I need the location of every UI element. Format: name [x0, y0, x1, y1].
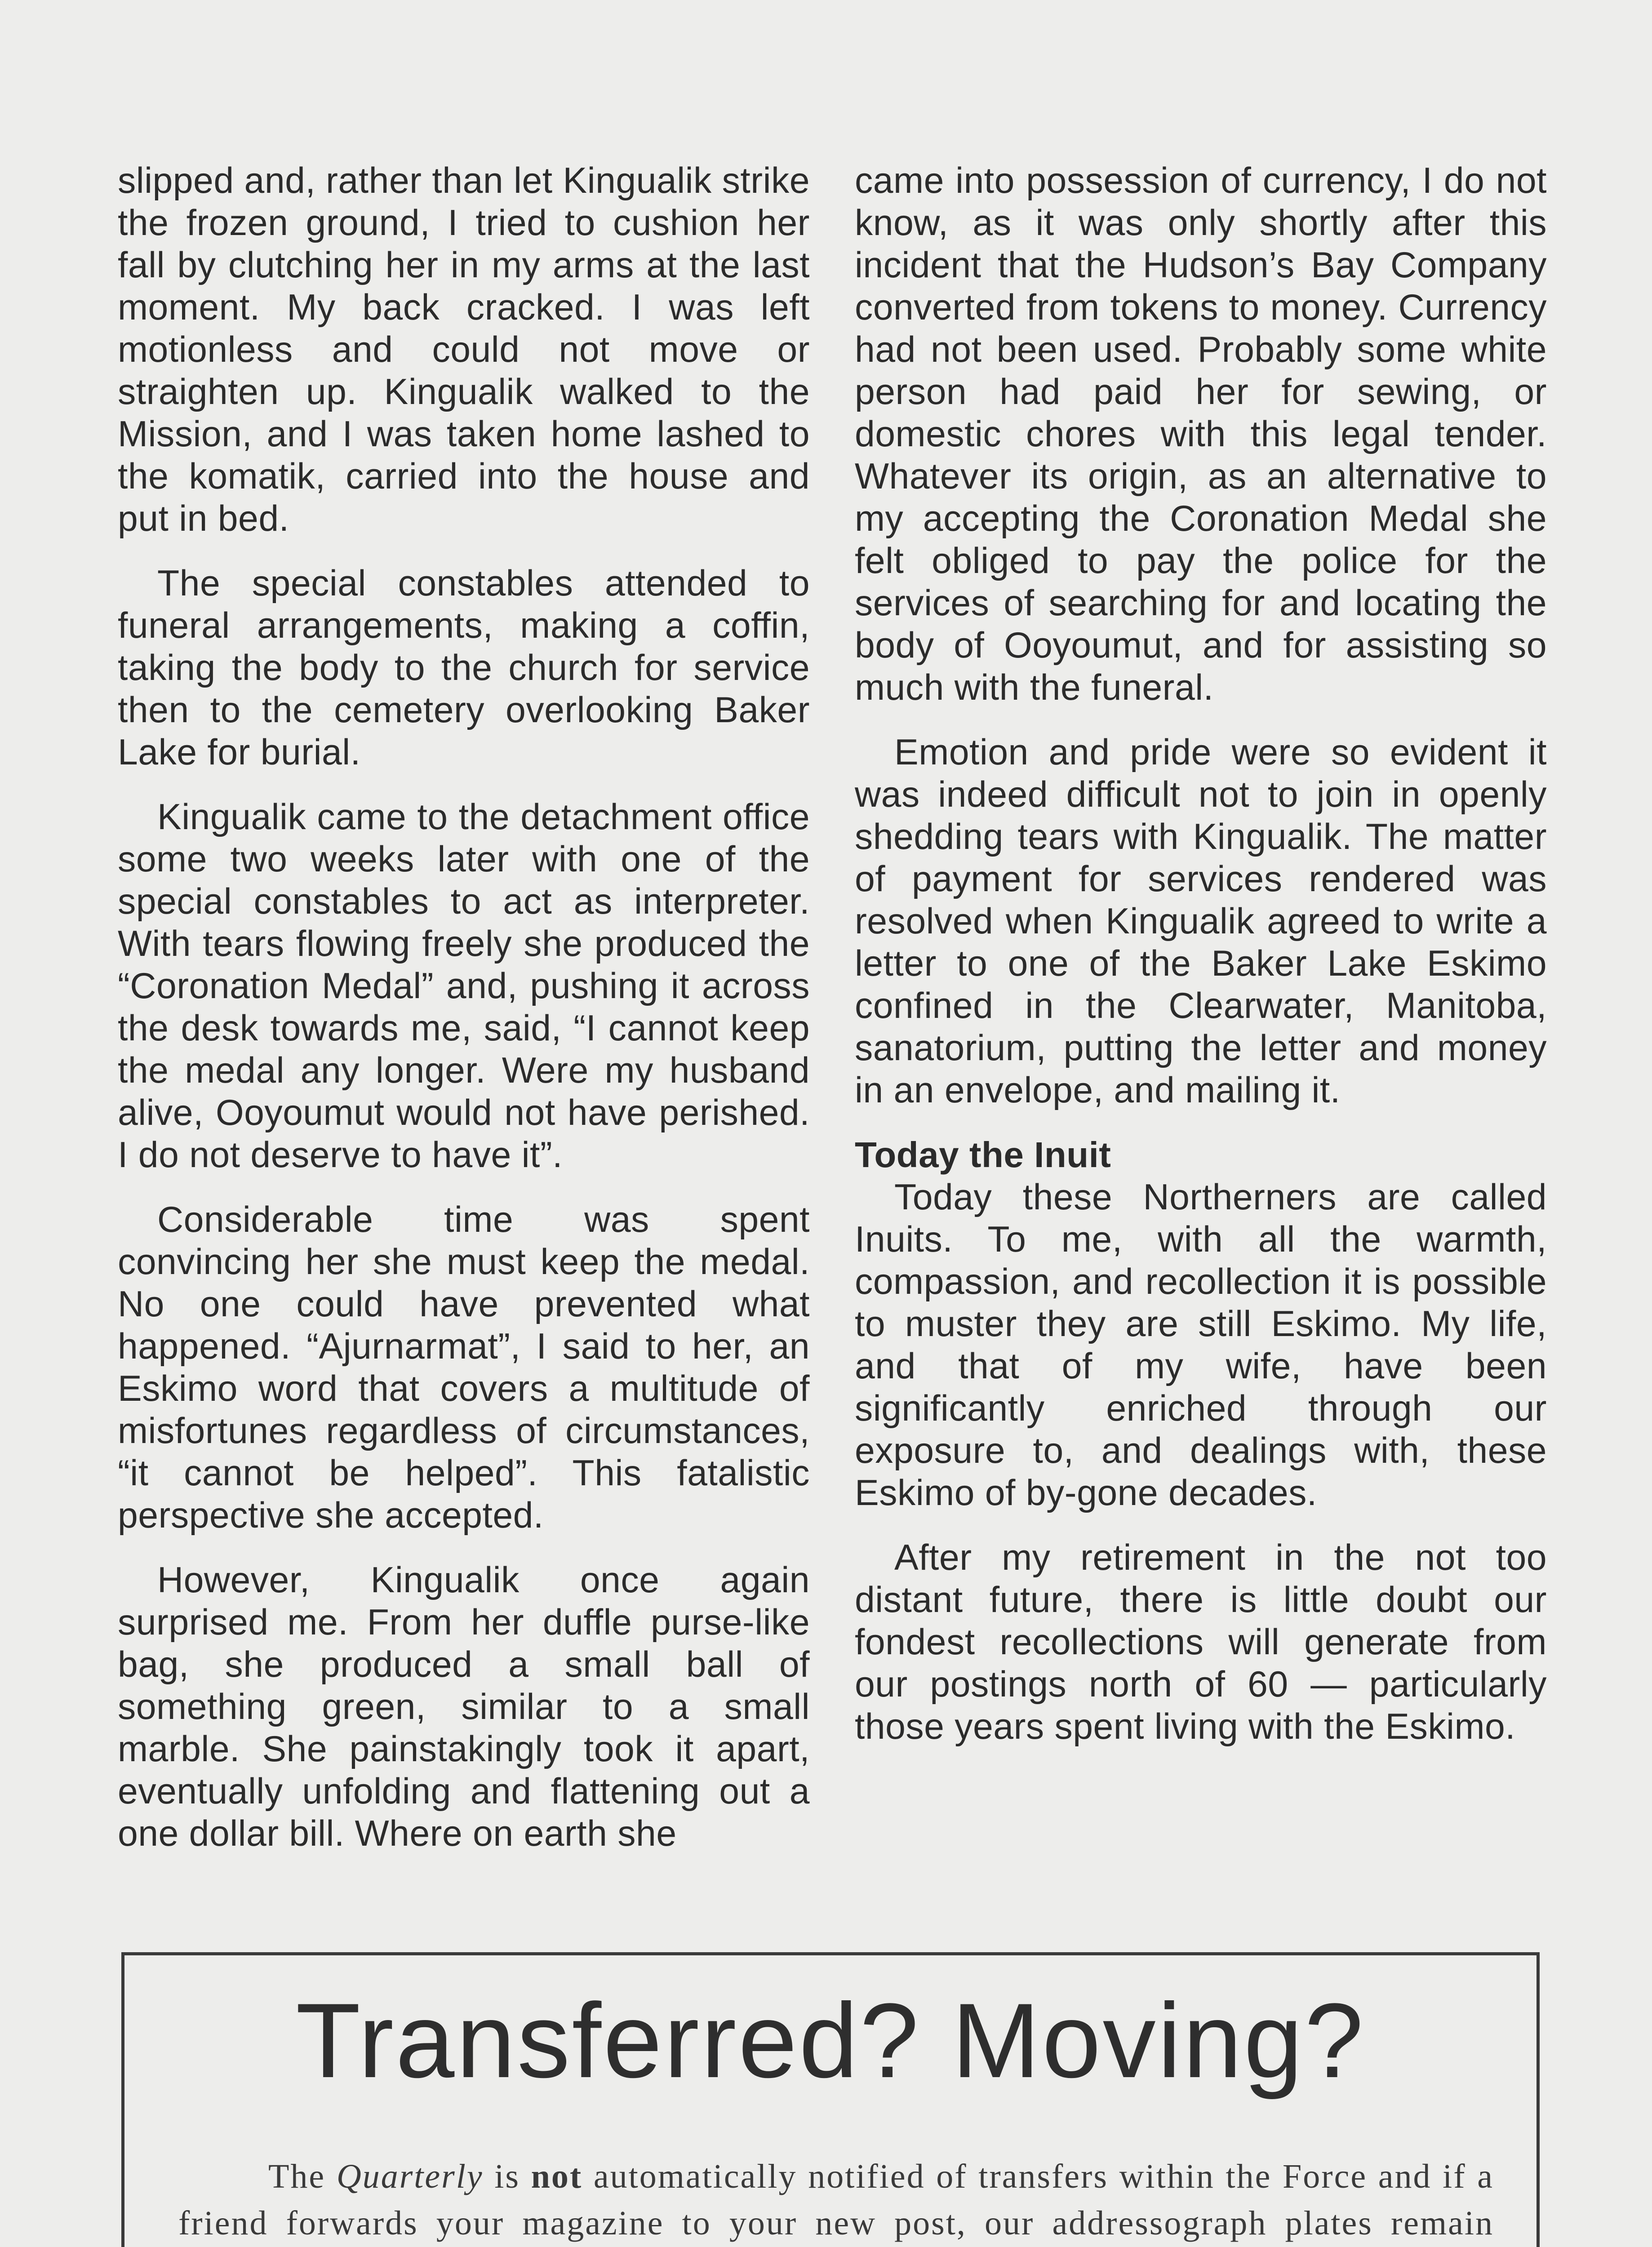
paragraph: However, Kingualik once again surprised me. From her duffle purse-like bag, she produced a small ball of something green, similar to a small marble. She painstakingly took it apart, eventually unfolding and flattening out a one dollar bill. Where on earth she — [118, 1560, 810, 1854]
magazine-name: Quarterly — [336, 2158, 484, 2195]
notice-text: is — [483, 2158, 531, 2195]
paragraph: came into possession of currency, I do not know, as it was only shortly after this incident that the Hudson’s Bay Company converted from tokens to money. Currency had not been used. Probably some white person had paid her for sewing, or domestic chores with this legal tender. Whatever its origin, as an alternative to my accepting the Coronation Medal she felt obliged to pay the police for the services of searching for and locating the body of Ooyoumut, and for assisting so much with the funeral. — [855, 160, 1547, 708]
paragraph: After my retirement in the not too distant future, there is little doubt our fondest recollections will generate from our postings north of 60 — particularly those years spent living with the Eskimo. — [855, 1537, 1547, 1747]
notice-body — [178, 2153, 1494, 2247]
paragraph: The special constables attended to funeral arrangements, making a coffin, taking the body to the church for service then to the cemetery overlooking Baker Lake for burial. — [118, 563, 810, 773]
right-column — [855, 160, 1547, 1770]
paragraph: Today these Northerners are called Inuits. To me, with all the warmth, compassion, and recollection it is possible to muster they are still Eskimo. My life, and that of my wife, have been significantly enriched through our exposure to, and dealings with, these Eskimo of by-gone decades. — [855, 1177, 1547, 1513]
paragraph: Considerable time was spent convincing her she must keep the medal. No one could have prevented what happened. “Ajurnarmat”, I said to her, an Eskimo word that covers a multitude of misfortunes regardless of circumstances, “it cannot be helped”. This fatalistic perspective she accepted. — [118, 1199, 810, 1536]
notice-text: The — [268, 2158, 337, 2195]
notice-title: Transferred? Moving? — [296, 1981, 1365, 2100]
paragraph: Emotion and pride were so evident it was indeed difficult not to join in openly shedding tears with Kingualik. The matter of payment for services rendered was resolved when Kingualik agreed to write a letter to one of the Baker Lake Eskimo confined in the Clearwater, Manitoba, sanatorium, putting the letter and money in an envelope, and mailing it. — [855, 732, 1547, 1110]
emphasis-not: not — [531, 2158, 583, 2195]
paragraph: slipped and, rather than let Kingualik strike the frozen ground, I tried to cushion her fall by clutching her in my arms at the last moment. My back cracked. I was left motionless and could not move or straighten up. Kingualik walked to the Mission, and I was taken home lashed to the komatik, carried into the house and put in bed. — [118, 160, 810, 539]
notice-text: automatically notified of transfers within the Force and if a friend forwards your magazine to your new post, our addressograph plates remain — [178, 2158, 1494, 2242]
section-heading: Today the Inuit — [855, 1135, 1111, 1175]
change-of-address-notice — [121, 1952, 1540, 2247]
left-column — [118, 160, 810, 1877]
paragraph: Kingualik came to the detachment office some two weeks later with one of the special constables to act as interpreter. With tears flowing freely she produced the “Coronation Medal” and, pushing it across the desk towards me, said, “I cannot keep the medal any longer. Were my husband alive, Ooyoumut would not have perished. I do not deserve to have it”. — [118, 797, 810, 1175]
